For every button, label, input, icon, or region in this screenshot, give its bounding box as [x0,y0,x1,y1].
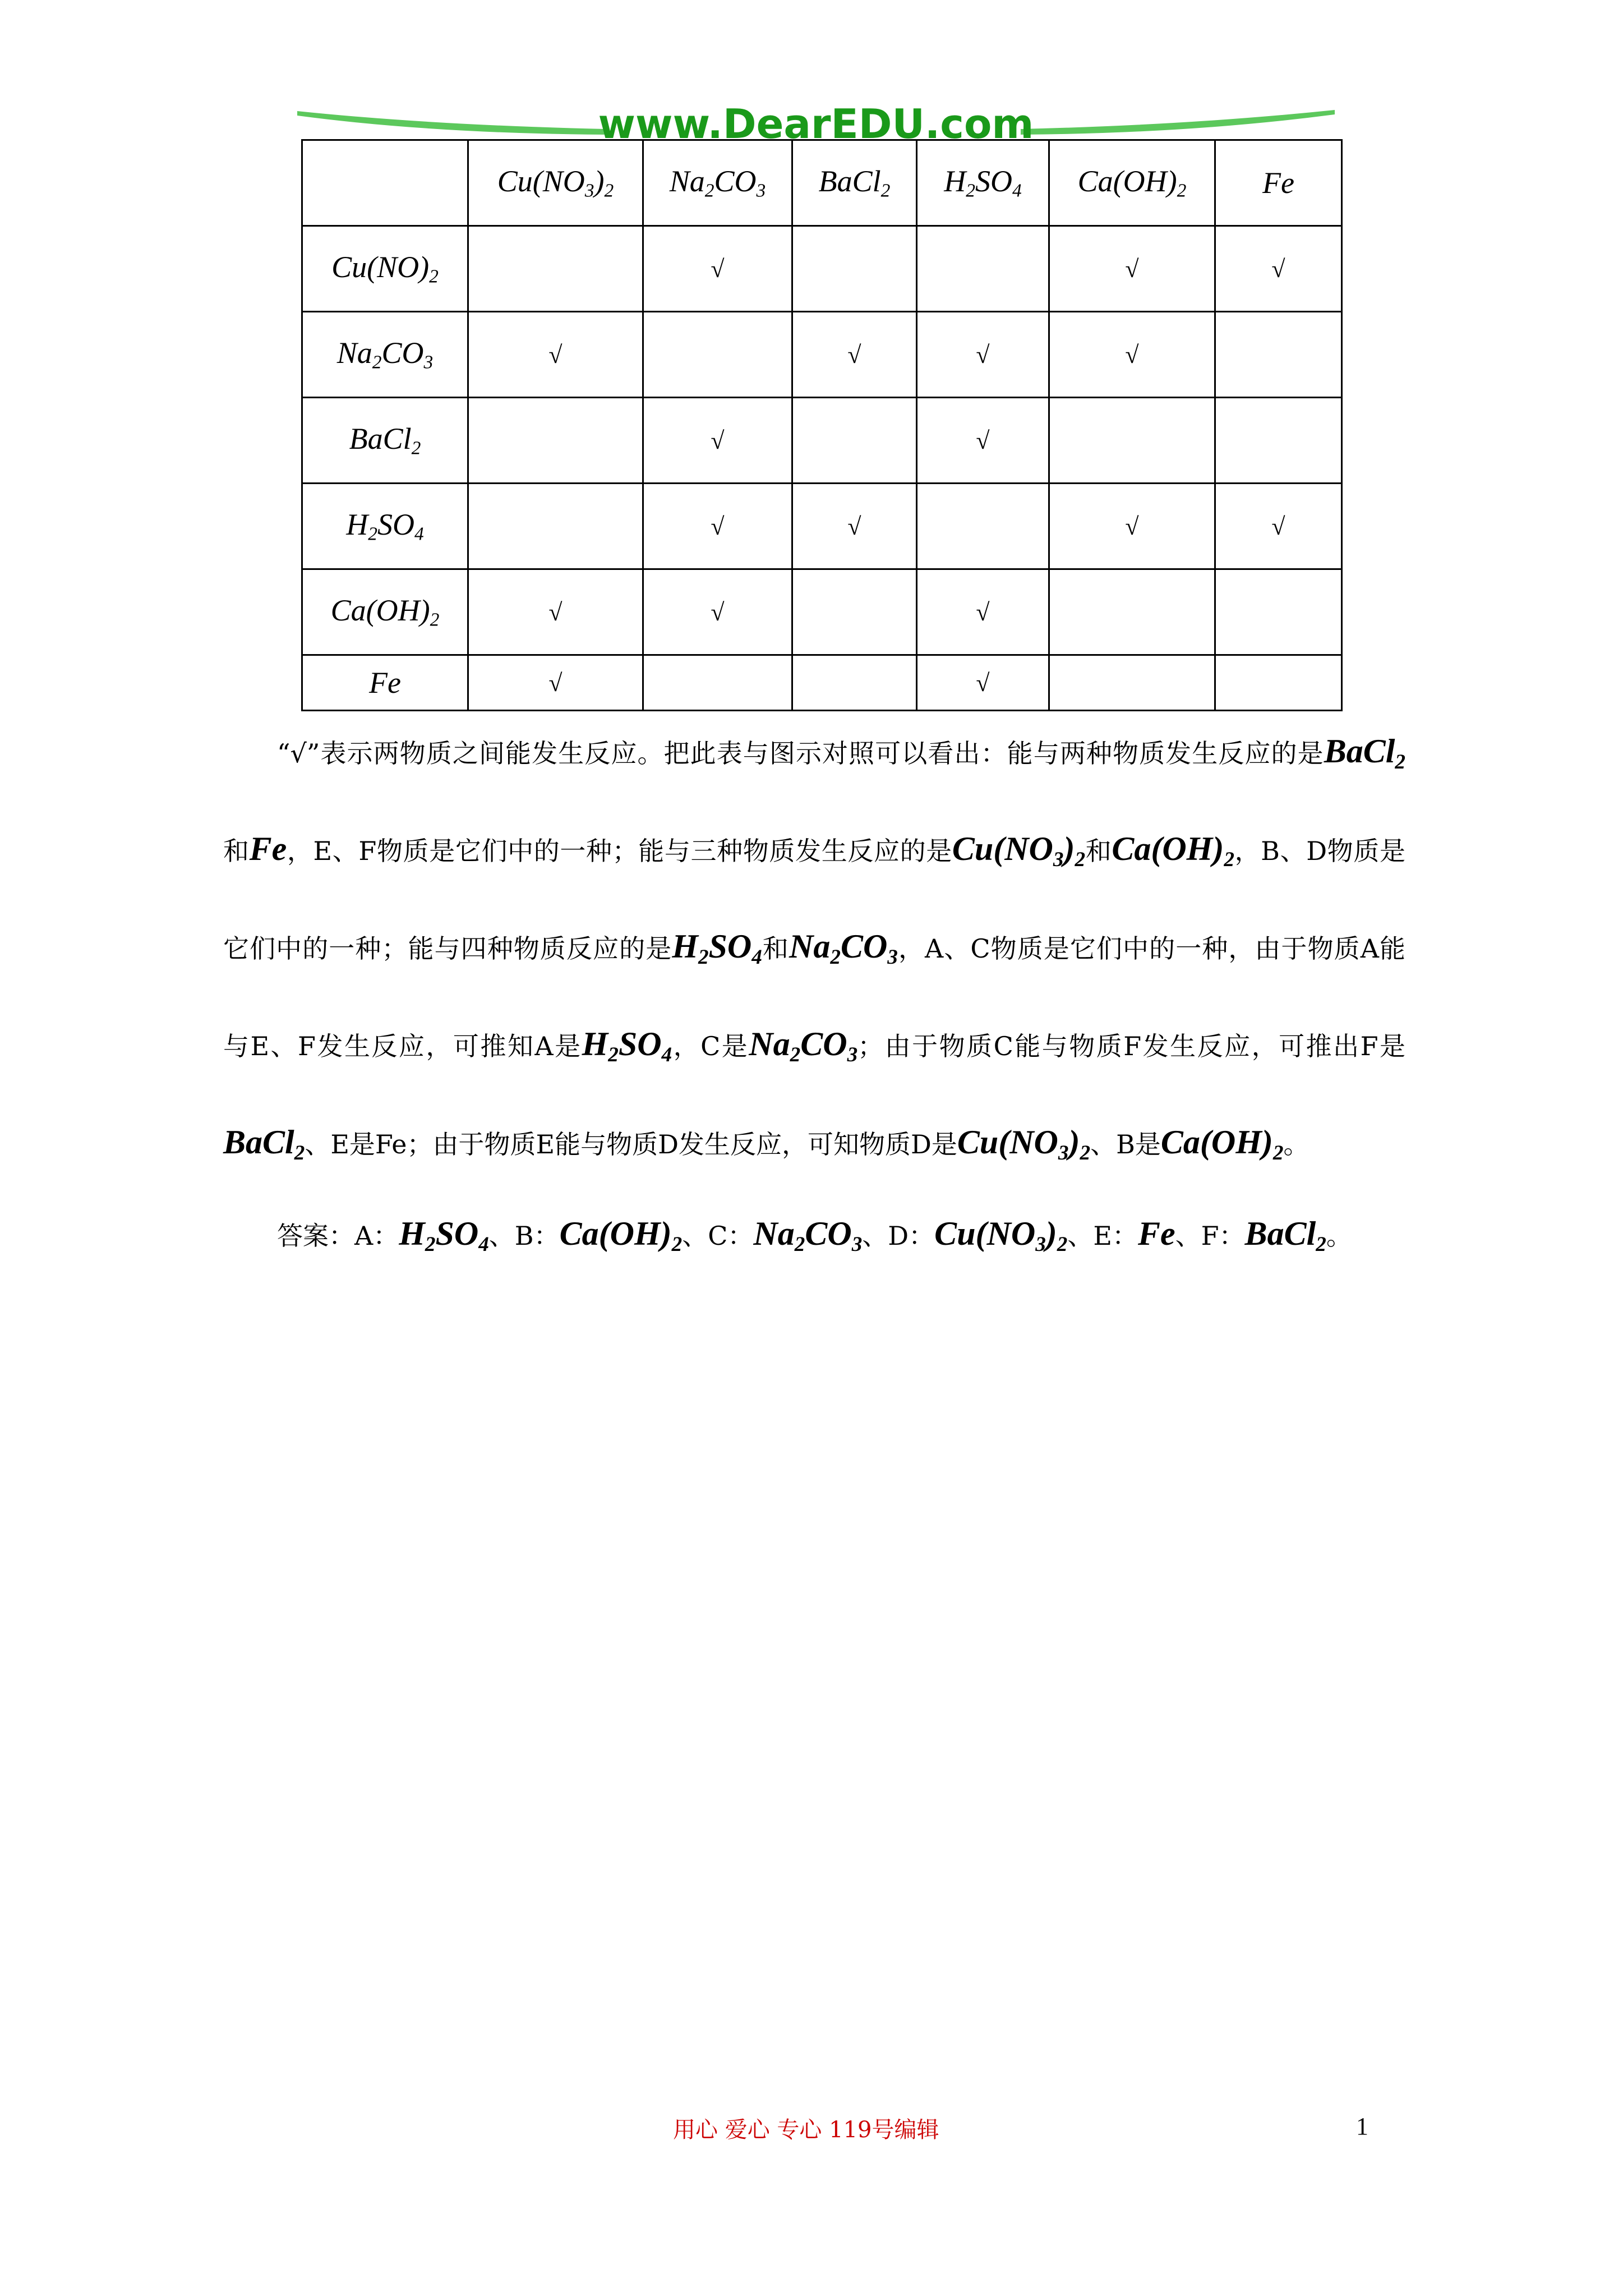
check-cell: √ [917,312,1049,398]
formula: Cu(NO3)2 [934,1215,1068,1257]
check-cell [1215,655,1342,711]
reaction-table [301,139,1343,711]
check-cell: √ [1215,226,1342,312]
check-cell: √ [792,312,917,398]
check-cell: √ [643,484,792,569]
corner-cell [302,140,468,226]
table-row [302,312,1342,398]
logo-text: www.DearEDU.com [598,100,1034,148]
check-cell: √ [1049,226,1215,312]
check-cell: √ [917,569,1049,655]
col-header: $Na_2CO_3$ [643,140,792,226]
check-cell: √ [1049,484,1215,569]
check-cell: √ [917,655,1049,711]
formula: BaCl2 [1244,1215,1326,1257]
check-cell: √ [468,312,643,398]
row-header: BaCl$_2$ [302,398,468,484]
explanation-paragraph: “√”表示两物质之间能发生反应。把此表与图示对照可以看出：能与两种物质发生反应的是BaCl2和Fe，E、F物质是它们中的一种；能与三种物质发生反应的是Cu(NO3)2和Ca(OH)2，B、D物质是它们中的一种；能与四种物质反应的是H2SO4和Na2CO3，A、C物质是它们中的一种，由于物质A能与E、F发生反应，可推知A是H2SO4，C是Na2CO3；由于物质C能与物质F发生反应，可推出F是BaCl2、E是Fe；由于物质E能与物质D发生反应，可知物质D是Cu(NO3)2、B是Ca(OH)2。 [223,733,1406,1165]
check-cell: √ [643,398,792,484]
check-cell [468,226,643,312]
table-row [302,484,1342,569]
check-cell [792,226,917,312]
formula: H2SO4 [672,928,762,969]
check-cell [1215,569,1342,655]
check-cell [792,398,917,484]
footer-text: 用心 爱心 专心 119号编辑 [673,2117,939,2143]
formula: BaCl2 [223,1123,305,1165]
check-cell [1049,655,1215,711]
check-cell: √ [792,484,917,569]
formula: Na2CO3 [753,1215,863,1257]
check-cell [468,398,643,484]
check-cell: √ [643,569,792,655]
check-cell [792,569,917,655]
answer-paragraph: 答案：A：H2SO4、B：Ca(OH)2、C：Na2CO3、D：Cu(NO3)2、E：Fe、F：BaCl2。 [277,1215,1352,1257]
formula: Cu(NO3)2 [957,1123,1091,1165]
check-cell [1215,398,1342,484]
check-cell: √ [1049,312,1215,398]
formula: Fe [249,830,287,868]
table-header-row [302,140,1342,226]
check-cell [1215,312,1342,398]
formula: H2SO4 [399,1215,489,1257]
formula: BaCl2 [1324,733,1405,774]
formula: Na2CO3 [789,928,898,969]
row-header: $Cu(NO)_2$ [302,226,468,312]
formula: Ca(OH)2 [559,1215,683,1257]
formula: Na2CO3 [749,1025,858,1067]
check-cell [468,484,643,569]
check-cell [643,655,792,711]
col-header: BaCl$_2$ [792,140,917,226]
col-header: Fe [1215,140,1342,226]
row-header: $Ca(OH)_2$ [302,569,468,655]
col-header: $Cu(NO_3)_2$ [468,140,643,226]
col-header: $H_2SO_4$ [917,140,1049,226]
check-cell: √ [643,226,792,312]
table-row [302,655,1342,711]
row-header: $H_2SO_4$ [302,484,468,569]
formula: Fe [1137,1215,1175,1252]
table-row [302,226,1342,312]
row-header: Fe [302,655,468,711]
check-cell: √ [468,569,643,655]
check-cell [917,484,1049,569]
check-cell: √ [917,398,1049,484]
col-header: $Ca(OH)_2$ [1049,140,1215,226]
formula: Ca(OH)2 [1160,1123,1284,1165]
row-header: $Na_2CO_3$ [302,312,468,398]
check-cell: √ [1215,484,1342,569]
check-cell: √ [468,655,643,711]
formula: Cu(NO3)2 [952,830,1086,872]
page-number: 1 [1356,2113,1368,2140]
table-row [302,569,1342,655]
formula: Ca(OH)2 [1112,830,1234,872]
table-row [302,398,1342,484]
check-cell [917,226,1049,312]
formula: H2SO4 [582,1025,672,1067]
check-cell [643,312,792,398]
check-cell [792,655,917,711]
check-cell [1049,569,1215,655]
check-cell [1049,398,1215,484]
